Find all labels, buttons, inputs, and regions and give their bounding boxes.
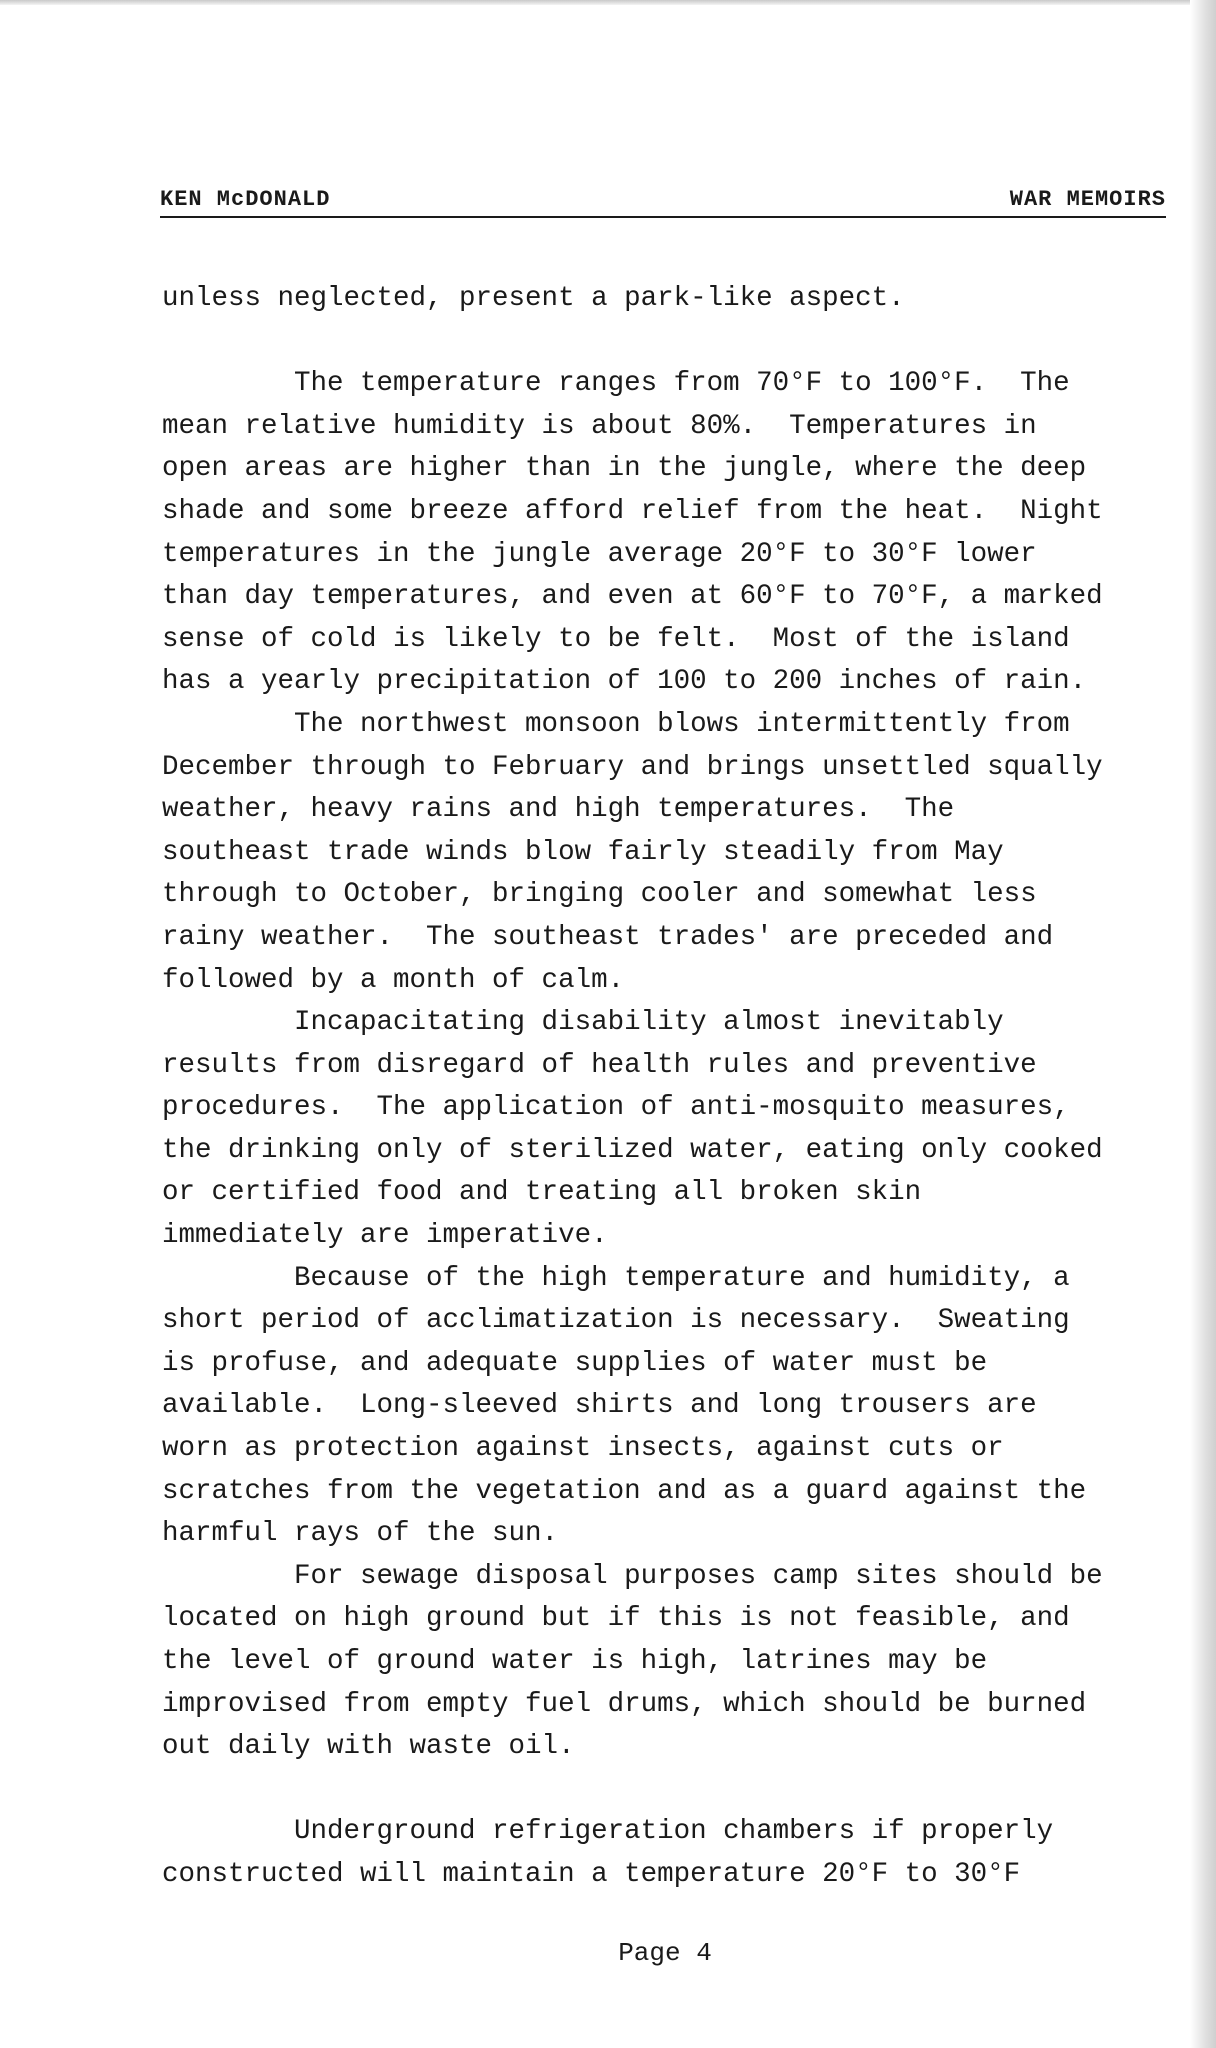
text-line: For sewage disposal purposes camp sites should be bbox=[162, 1560, 1103, 1592]
text-line: weather, heavy rains and high temperatures. The bbox=[162, 794, 955, 826]
header-author: KEN McDONALD bbox=[160, 187, 331, 212]
text-line: Underground refrigeration chambers if properly bbox=[162, 1816, 1054, 1848]
text-line: the drinking only of sterilized water, eating only cooked bbox=[162, 1134, 1103, 1166]
text-line: shade and some breeze afford relief from the heat. Night bbox=[162, 495, 1103, 527]
page-top-edge bbox=[0, 0, 1216, 5]
text-line: the level of ground water is high, latrines may be bbox=[162, 1646, 988, 1677]
text-line: open areas are higher than in the jungle, where the deep bbox=[162, 453, 1087, 485]
text-line: temperatures in the jungle average 20°F to 30°F lower bbox=[162, 538, 1037, 570]
body-text bbox=[162, 278, 1172, 1897]
text-line: or certified food and treating all broken skin bbox=[162, 1177, 922, 1209]
text-line: mean relative humidity is about 80%. Temperatures in bbox=[162, 410, 1037, 442]
page-right-edge-shadow bbox=[1190, 0, 1216, 2048]
text-line: southeast trade winds blow fairly steadily from May bbox=[162, 836, 1004, 868]
text-line: procedures. The application of anti-mosquito measures, bbox=[162, 1092, 1070, 1124]
text-line: The northwest monsoon blows intermittently from bbox=[162, 708, 1070, 740]
text-line: improvised from empty fuel drums, which should be burned bbox=[162, 1688, 1087, 1720]
text-line: through to October, bringing cooler and somewhat less bbox=[162, 879, 1037, 911]
text-line: Incapacitating disability almost inevitably bbox=[162, 1007, 1004, 1039]
text-line: located on high ground but if this is not feasible, and bbox=[162, 1603, 1070, 1635]
text-line: constructed will maintain a temperature 20°F to 30°F bbox=[162, 1858, 1021, 1890]
text-line: December through to February and brings unsettled squally bbox=[162, 751, 1103, 783]
text-line: worn as protection against insects, against cuts or bbox=[162, 1433, 1004, 1465]
text-line: unless neglected, present a park-like aspect. bbox=[162, 283, 905, 314]
blank-line bbox=[162, 1769, 1172, 1812]
running-header bbox=[160, 184, 1166, 218]
text-line: followed by a month of calm. bbox=[162, 964, 625, 996]
page-number: Page 4 bbox=[618, 1938, 712, 1968]
text-line: Because of the high temperature and humidity, a bbox=[162, 1262, 1070, 1294]
text-line: sense of cold is likely to be felt. Most of the island bbox=[162, 623, 1070, 655]
text-line: The temperature ranges from 70°F to 100°F. The bbox=[162, 368, 1070, 400]
text-line: immediately are imperative. bbox=[162, 1220, 608, 1252]
text-line: has a yearly precipitation of 100 to 200 inches of rain. bbox=[162, 666, 1087, 698]
text-line: available. Long-sleeved shirts and long trousers are bbox=[162, 1390, 1037, 1422]
text-line: scratches from the vegetation and as a guard against the bbox=[162, 1475, 1087, 1507]
text-line: harmful rays of the sun. bbox=[162, 1518, 559, 1550]
text-line: results from disregard of health rules and preventive bbox=[162, 1049, 1037, 1081]
header-title: WAR MEMOIRS bbox=[1009, 187, 1166, 212]
text-line: is profuse, and adequate supplies of water must be bbox=[162, 1347, 988, 1379]
text-line: than day temperatures, and even at 60°F to 70°F, a marked bbox=[162, 581, 1103, 613]
text-line: rainy weather. The southeast trades' are preceded and bbox=[162, 921, 1054, 953]
blank-line bbox=[162, 321, 1172, 364]
text-line: out daily with waste oil. bbox=[162, 1731, 575, 1763]
text-line: short period of acclimatization is necessary. Sweating bbox=[162, 1305, 1070, 1337]
